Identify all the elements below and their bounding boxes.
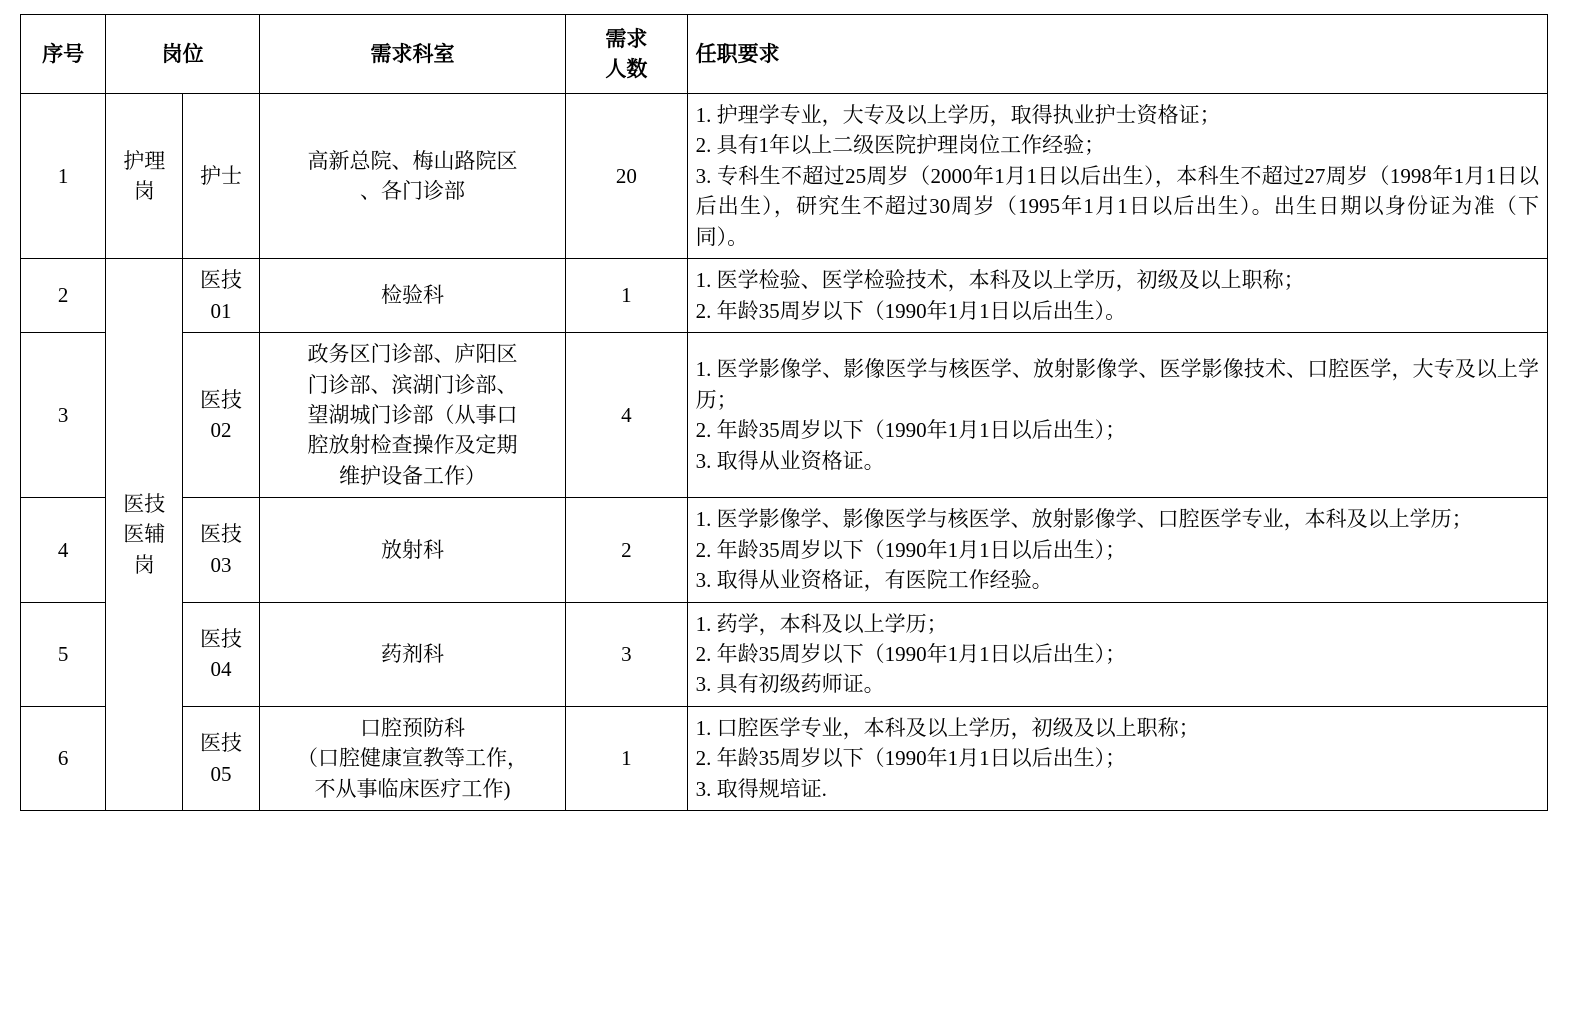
recruitment-table	[20, 14, 1548, 811]
header-requirements: 任职要求	[687, 15, 1547, 94]
row-count: 1	[566, 706, 687, 810]
requirement-line: 2. 年龄35周岁以下（1990年1月1日以后出生）。	[695, 298, 1127, 323]
row-no: 2	[21, 259, 106, 333]
row-post: 医技03	[183, 498, 260, 602]
requirement-line: 3. 取得规培证.	[695, 776, 827, 801]
table-header	[21, 15, 1548, 94]
row-no: 6	[21, 706, 106, 810]
row-requirements	[687, 259, 1547, 333]
row-dept-line: 检验科	[381, 283, 445, 308]
row-group-line: 医技	[123, 492, 166, 517]
table-body	[21, 94, 1548, 811]
header-post: 岗位	[106, 15, 260, 94]
table-row	[21, 498, 1548, 602]
table-header-row	[21, 15, 1548, 94]
row-dept-line: 药剂科	[381, 642, 445, 666]
requirement-line: 3. 取得从业资格证。	[695, 448, 885, 473]
row-post: 医技01	[183, 259, 260, 333]
requirement-line: 1. 医学影像学、影像医学与核医学、放射影像学、医学影像技术、口腔医学，大专及以上学历；	[695, 357, 1539, 412]
row-dept	[259, 333, 565, 498]
header-count-line1: 需求	[605, 26, 648, 51]
row-dept-line: 腔放射检查操作及定期	[307, 433, 518, 458]
row-dept	[259, 602, 565, 706]
requirement-line: 1. 药学，本科及以上学历；	[695, 611, 948, 636]
row-requirements	[687, 94, 1547, 259]
header-no: 序号	[21, 15, 106, 94]
row-dept-line: 不从事临床医疗工作)	[314, 776, 511, 801]
requirement-line: 1. 护理学专业，大专及以上学历，取得执业护士资格证；	[695, 103, 1221, 127]
requirement-line: 1. 医学影像学、影像医学与核医学、放射影像学、口腔医学专业，本科及以上学历；	[695, 507, 1473, 532]
row-group-line: 医辅岗	[123, 522, 166, 577]
requirement-line: 2. 年龄35周岁以下（1990年1月1日以后出生）；	[695, 642, 1127, 666]
row-dept-line: 望湖城门诊部（从事口	[307, 402, 518, 427]
row-count: 2	[566, 498, 687, 602]
row-requirements	[687, 333, 1547, 498]
row-count: 4	[566, 333, 687, 498]
table-row	[21, 259, 1548, 333]
row-dept-line: 高新总院、梅山路院区	[307, 148, 518, 173]
table-row	[21, 333, 1548, 498]
row-requirements	[687, 602, 1547, 706]
row-dept	[259, 706, 565, 810]
row-group-medtech	[106, 259, 183, 811]
requirement-line: 3. 取得从业资格证，有医院工作经验。	[695, 568, 1053, 593]
row-dept-line: （口腔健康宣教等工作，	[297, 746, 529, 771]
requirement-line: 2. 具有1年以上二级医院护理岗位工作经验；	[695, 133, 1106, 158]
row-post: 医技04	[183, 602, 260, 706]
requirement-line: 2. 年龄35周岁以下（1990年1月1日以后出生）；	[695, 418, 1127, 443]
table-row	[21, 602, 1548, 706]
table-row	[21, 706, 1548, 810]
row-no: 3	[21, 333, 106, 498]
row-dept	[259, 94, 565, 259]
row-no: 1	[21, 94, 106, 259]
row-count: 1	[566, 259, 687, 333]
row-count: 3	[566, 602, 687, 706]
row-post: 医技05	[183, 706, 260, 810]
header-count	[566, 15, 687, 94]
row-requirements	[687, 706, 1547, 810]
header-dept: 需求科室	[259, 15, 565, 94]
row-post: 护士	[183, 94, 260, 259]
requirement-line: 2. 年龄35周岁以下（1990年1月1日以后出生）；	[695, 746, 1127, 771]
table-row	[21, 94, 1548, 259]
row-group: 护理岗	[106, 94, 183, 259]
row-no: 4	[21, 498, 106, 602]
row-dept-line: 政务区门诊部、庐阳区	[307, 342, 518, 367]
row-dept	[259, 259, 565, 333]
requirement-line: 3. 具有初级药师证。	[695, 672, 885, 697]
header-count-line2: 人数	[605, 57, 648, 81]
row-dept-line: 放射科	[381, 537, 445, 562]
row-requirements	[687, 498, 1547, 602]
requirement-line: 1. 口腔医学专业，本科及以上学历，初级及以上职称；	[695, 715, 1200, 740]
row-dept-line: 、各门诊部	[360, 179, 466, 204]
row-post: 医技02	[183, 333, 260, 498]
row-count: 20	[566, 94, 687, 259]
row-dept-line: 维护设备工作）	[339, 463, 487, 488]
requirement-line: 3. 专科生不超过25周岁（2000年1月1日以后出生），本科生不超过27周岁（1998年1月1日以后出生），研究生不超过30周岁（1995年1月1日以后出生）。出生日期以身份证为准（下同）。	[695, 163, 1539, 249]
row-dept-line: 门诊部、滨湖门诊部、	[307, 372, 518, 397]
requirement-line: 1. 医学检验、医学检验技术，本科及以上学历，初级及以上职称；	[695, 268, 1305, 293]
row-dept-line: 口腔预防科	[360, 715, 466, 740]
row-dept	[259, 498, 565, 602]
row-no: 5	[21, 602, 106, 706]
requirement-line: 2. 年龄35周岁以下（1990年1月1日以后出生）；	[695, 537, 1127, 562]
